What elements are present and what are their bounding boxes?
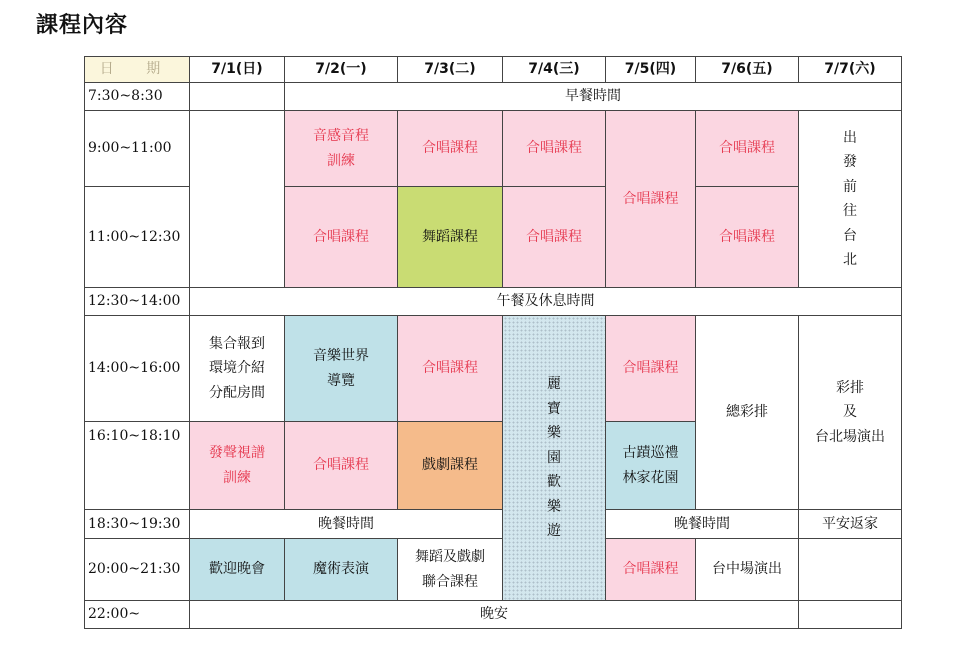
choir-class-cell: 合唱課程 xyxy=(285,422,398,510)
page-title: 課程內容 xyxy=(36,13,129,38)
choir-class-cell: 合唱課程 xyxy=(285,187,398,288)
music-world-tour-cell xyxy=(285,316,398,422)
table-row xyxy=(85,111,902,187)
cell-char: 麗 xyxy=(547,376,561,393)
day-header-7-4: 7/4(三) xyxy=(503,57,606,83)
cell-char: 園 xyxy=(547,449,561,466)
day-header-7-7: 7/7(六) xyxy=(799,57,902,83)
table-row xyxy=(85,83,902,111)
cell-char: 遊 xyxy=(547,523,561,540)
time-slot: 14:00~16:00 xyxy=(85,316,190,422)
return-home-cell: 平安返家 xyxy=(799,510,902,539)
cell-line: 音感音程 xyxy=(313,128,369,144)
cell-char: 寶 xyxy=(547,400,561,417)
dance-drama-joint-class-cell xyxy=(398,539,503,601)
cell-char: 前 xyxy=(843,178,857,195)
empty-cell xyxy=(799,539,902,601)
date-corner-header: 日 期 xyxy=(85,57,190,83)
lunch-cell: 午餐及休息時間 xyxy=(190,288,902,316)
full-rehearsal-cell: 總彩排 xyxy=(696,316,799,510)
table-row xyxy=(85,288,902,316)
choir-class-cell: 合唱課程 xyxy=(398,111,503,187)
cell-line: 林家花園 xyxy=(622,469,679,486)
rehearsal-taipei-show-cell xyxy=(799,316,902,510)
cell-char: 北 xyxy=(843,252,857,268)
magic-show-cell: 魔術表演 xyxy=(285,539,398,601)
choir-class-cell: 合唱課程 xyxy=(398,316,503,422)
time-slot: 12:30~14:00 xyxy=(85,288,190,316)
day-header-7-6: 7/6(五) xyxy=(696,57,799,83)
leofoo-park-cell xyxy=(503,316,606,601)
cell-line: 環境介紹 xyxy=(209,360,265,377)
cell-line: 聯合課程 xyxy=(422,573,478,590)
breakfast-cell: 早餐時間 xyxy=(285,83,902,111)
day-header-7-1: 7/1(日) xyxy=(190,57,285,83)
table-row xyxy=(85,539,902,601)
dance-class-cell: 舞蹈課程 xyxy=(398,187,503,288)
welcome-party-cell: 歡迎晚會 xyxy=(190,539,285,601)
day-header-7-3: 7/3(二) xyxy=(398,57,503,83)
dinner-cell: 晚餐時間 xyxy=(606,510,799,539)
drama-class-cell: 戲劇課程 xyxy=(398,422,503,510)
cell-line: 彩排 xyxy=(836,379,864,396)
choir-class-cell: 合唱課程 xyxy=(606,111,696,288)
time-slot: 7:30~8:30 xyxy=(85,83,190,111)
cell-line: 集合報到 xyxy=(209,335,265,352)
choir-class-cell: 合唱課程 xyxy=(696,111,799,187)
table-row xyxy=(85,510,902,539)
cell-char: 樂 xyxy=(547,425,561,442)
music-sense-training-cell xyxy=(285,111,398,187)
cell-char: 樂 xyxy=(547,498,561,515)
header-row xyxy=(85,57,902,83)
cell-line: 及 xyxy=(843,404,857,421)
cell-line: 舞蹈及戲劇 xyxy=(415,549,485,565)
cell-line: 音樂世界 xyxy=(313,348,369,364)
cell-line: 台北場演出 xyxy=(815,428,885,445)
day-header-7-5: 7/5(四) xyxy=(606,57,696,83)
time-slot: 9:00~11:00 xyxy=(85,111,190,187)
time-slot: 11:00~12:30 xyxy=(85,187,190,288)
table-row xyxy=(85,601,902,629)
schedule-table xyxy=(84,56,902,629)
empty-cell xyxy=(799,601,902,629)
goodnight-cell: 晚安 xyxy=(190,601,799,629)
time-slot: 16:10~18:10 xyxy=(85,422,190,510)
cell-line: 發聲視譜 xyxy=(209,445,265,461)
check-in-cell xyxy=(190,316,285,422)
dinner-cell: 晚餐時間 xyxy=(190,510,503,539)
time-slot: 18:30~19:30 xyxy=(85,510,190,539)
choir-class-cell: 合唱課程 xyxy=(606,539,696,601)
cell-line: 導覽 xyxy=(327,372,355,389)
time-slot: 20:00~21:30 xyxy=(85,539,190,601)
depart-to-taipei-cell xyxy=(799,111,902,288)
time-slot: 22:00~ xyxy=(85,601,190,629)
empty-cell xyxy=(190,111,285,288)
cell-char: 發 xyxy=(843,154,857,170)
choir-class-cell: 合唱課程 xyxy=(606,316,696,422)
cell-char: 出 xyxy=(843,129,857,146)
cell-char: 往 xyxy=(843,203,857,219)
table-row xyxy=(85,316,902,422)
cell-line: 訓練 xyxy=(327,152,355,169)
taichung-show-cell: 台中場演出 xyxy=(696,539,799,601)
choir-class-cell: 合唱課程 xyxy=(696,187,799,288)
cell-char: 歡 xyxy=(547,474,561,491)
heritage-tour-cell xyxy=(606,422,696,510)
day-header-7-2: 7/2(一) xyxy=(285,57,398,83)
choir-class-cell: 合唱課程 xyxy=(503,187,606,288)
cell-line: 古蹟巡禮 xyxy=(622,445,679,461)
cell-char: 台 xyxy=(843,227,857,244)
empty-cell xyxy=(190,83,285,111)
vocal-sight-reading-cell xyxy=(190,422,285,510)
choir-class-cell: 合唱課程 xyxy=(503,111,606,187)
cell-line: 分配房間 xyxy=(209,384,265,401)
cell-line: 訓練 xyxy=(223,469,251,486)
